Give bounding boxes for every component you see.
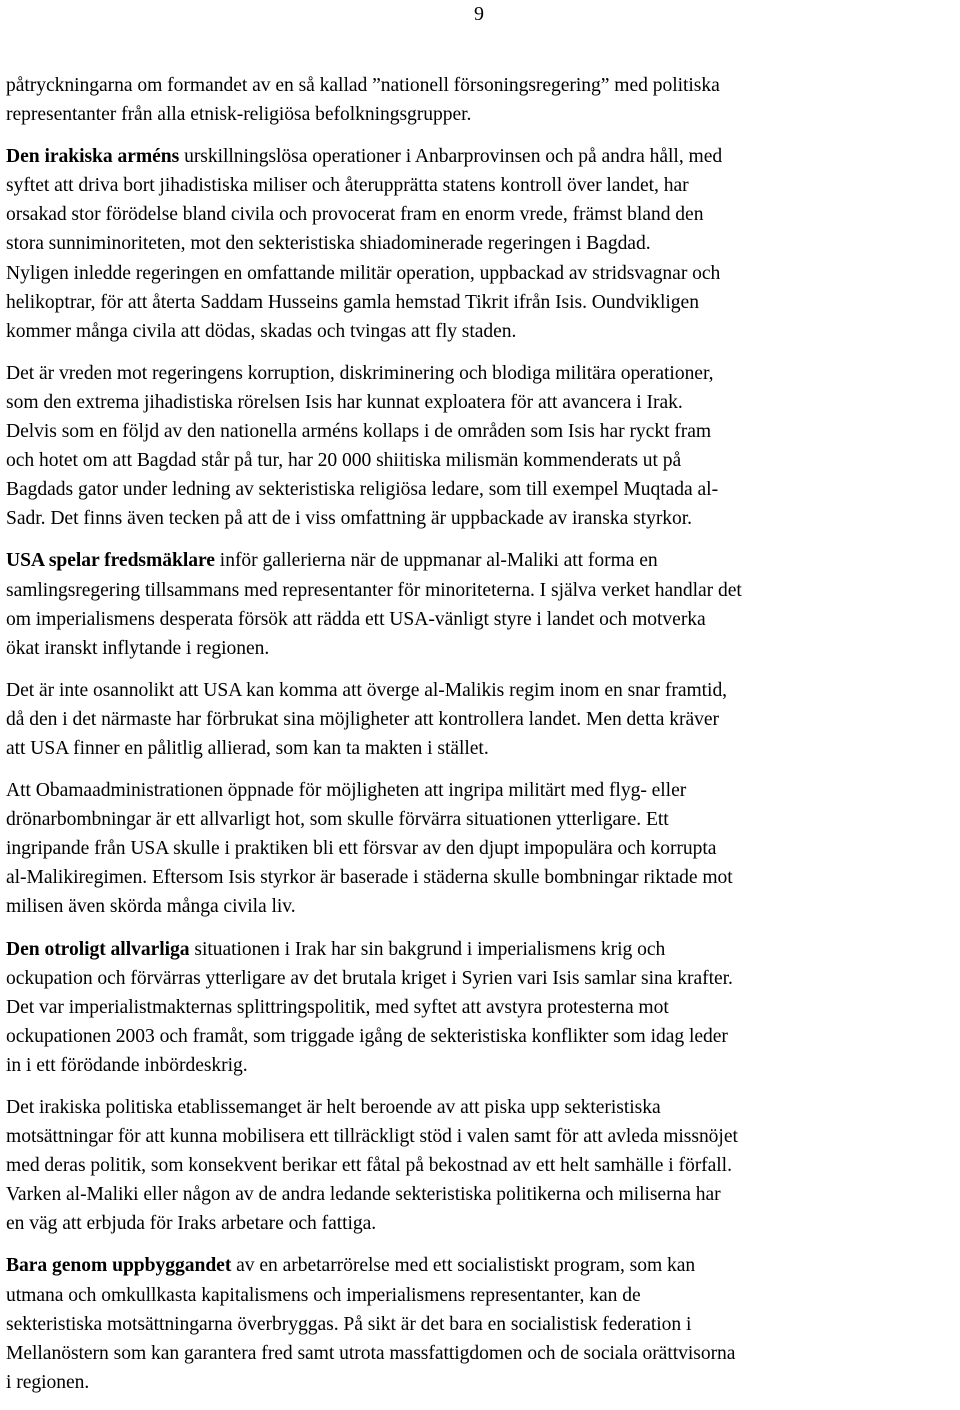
- paragraph-8: [6, 1093, 958, 1238]
- paragraph-7-text: situationen i Irak har sin bakgrund i imperialismens krig och ockupation och förvärras ytterligare av det brutala kriget i Syrien vari Isis samlar sina krafter. Det var imperialistmakternas splittringspolitik, med syftet att avstyra protesterna mot ockupationen 2003 och framåt, som triggade igång de sekteristiska konflikter som idag leder in i ett förödande inbördeskrig.: [6, 938, 733, 1076]
- article-body: [6, 71, 958, 1410]
- paragraph-9-text: av en arbetarrörelse med ett socialistiskt program, som kan utmana och omkullkasta kapitalismens och imperialismens representanter, kan de sekteristiska motsättningarna överbryggas. På sikt är det bara en socialistisk federation i Mellanöstern som kan garantera fred samt utrota massfattigdomen och de sociala orättvisorna i regionen.: [6, 1255, 736, 1393]
- paragraph-4-lead: USA spelar fredsmäklare: [6, 550, 215, 572]
- paragraph-7: [6, 935, 958, 1080]
- paragraph-9-lead: Bara genom uppbyggandet: [6, 1255, 232, 1277]
- paragraph-6-text: Att Obamaadministrationen öppnade för möjligheten att ingripa militärt med flyg- eller drönarbombningar är ett allvarligt hot, som skulle förvärra situationen ytterligare. Ett ingripande från USA skulle i praktiken bli ett försvar av den djupt impopulära och korrupta al-Malikiregimen. Eftersom Isis styrkor är baserade i städerna skulle bombningar riktade mot milisen även skörda många civila liv.: [6, 780, 733, 918]
- paragraph-6: [6, 776, 958, 921]
- paragraph-3-text: Det är vreden mot regeringens korruption, diskriminering och blodiga militära operationer, som den extrema jihadistiska rörelsen Isis har kunnat exploatera för att avancera i Irak. Delvis som en följd av den nationella arméns kollaps i de områden som Isis har ryckt fram och hotet om att Bagdad står på tur, har 20 000 shiitiska milismän kommenderats ut på Bagdads gator under ledning av sekteristiska religiösa ledare, som till exempel Muqtada al- Sadr. Det finns även tecken på att de i viss omfattning är uppbackade av iranska styrkor.: [6, 362, 719, 530]
- paragraph-2: [6, 142, 958, 346]
- paragraph-2-text: urskillningslösa operationer i Anbarprovinsen och på andra håll, med syftet att driva bort jihadistiska miliser och återupprätta statens kontroll över landet, har orsakad stor förödelse bland civila och provocerat fram en enorm vrede, främst bland den stora sunniminoriteten, mot den sekteristiska shiadominerade regeringen i Bagdad. Nyligen inledde regeringen en omfattande militär operation, uppbackad av stridsvagnar och helikoptrar, för att återta Saddam Husseins gamla hemstad Tikrit ifrån Isis. Oundvikligen kommer många civila att dödas, skadas och tvingas att fly staden.: [6, 146, 723, 342]
- paragraph-2-lead: Den irakiska arméns: [6, 146, 180, 168]
- paragraph-7-lead: Den otroligt allvarliga: [6, 938, 190, 960]
- paragraph-3: [6, 359, 958, 534]
- paragraph-5: [6, 676, 958, 763]
- paragraph-1-text: påtryckningarna om formandet av en så kallad ”nationell försoningsregering” med politiska representanter från alla etnisk-religiösa befolkningsgrupper.: [6, 75, 720, 126]
- paragraph-1: [6, 71, 958, 129]
- paragraph-5-text: Det är inte osannolikt att USA kan komma att överge al-Malikis regim inom en snar framtid, då den i det närmaste har förbrukat sina möjligheter att kontrollera landet. Men detta kräver att USA finner en pålitlig allierad, som kan ta makten i stället.: [6, 679, 728, 759]
- paragraph-4: [6, 546, 958, 662]
- paragraph-9: [6, 1251, 958, 1396]
- page-number: 9: [474, 3, 484, 25]
- paragraph-8-text: Det irakiska politiska etablissemanget är helt beroende av att piska upp sekteristiska motsättningar för att kunna mobilisera ett tillräckligt stöd i valen samt för att avleda missnöjet med deras politik, som konsekvent berikar ett fåtal på bekostnad av ett helt samhälle i förfall. Varken al-Maliki eller någon av de andra ledande sekteristiska politikerna och miliserna har en väg att erbjuda för Iraks arbetare och fattiga.: [6, 1097, 738, 1235]
- paragraph-4-text: inför gallerierna när de uppmanar al-Maliki att forma en samlingsregering tillsammans med representanter för minoriteterna. I själva verket handlar det om imperialismens desperata försök att rädda ett USA-vänligt styre i landet och motverka ökat iranskt inflytande i regionen.: [6, 550, 742, 659]
